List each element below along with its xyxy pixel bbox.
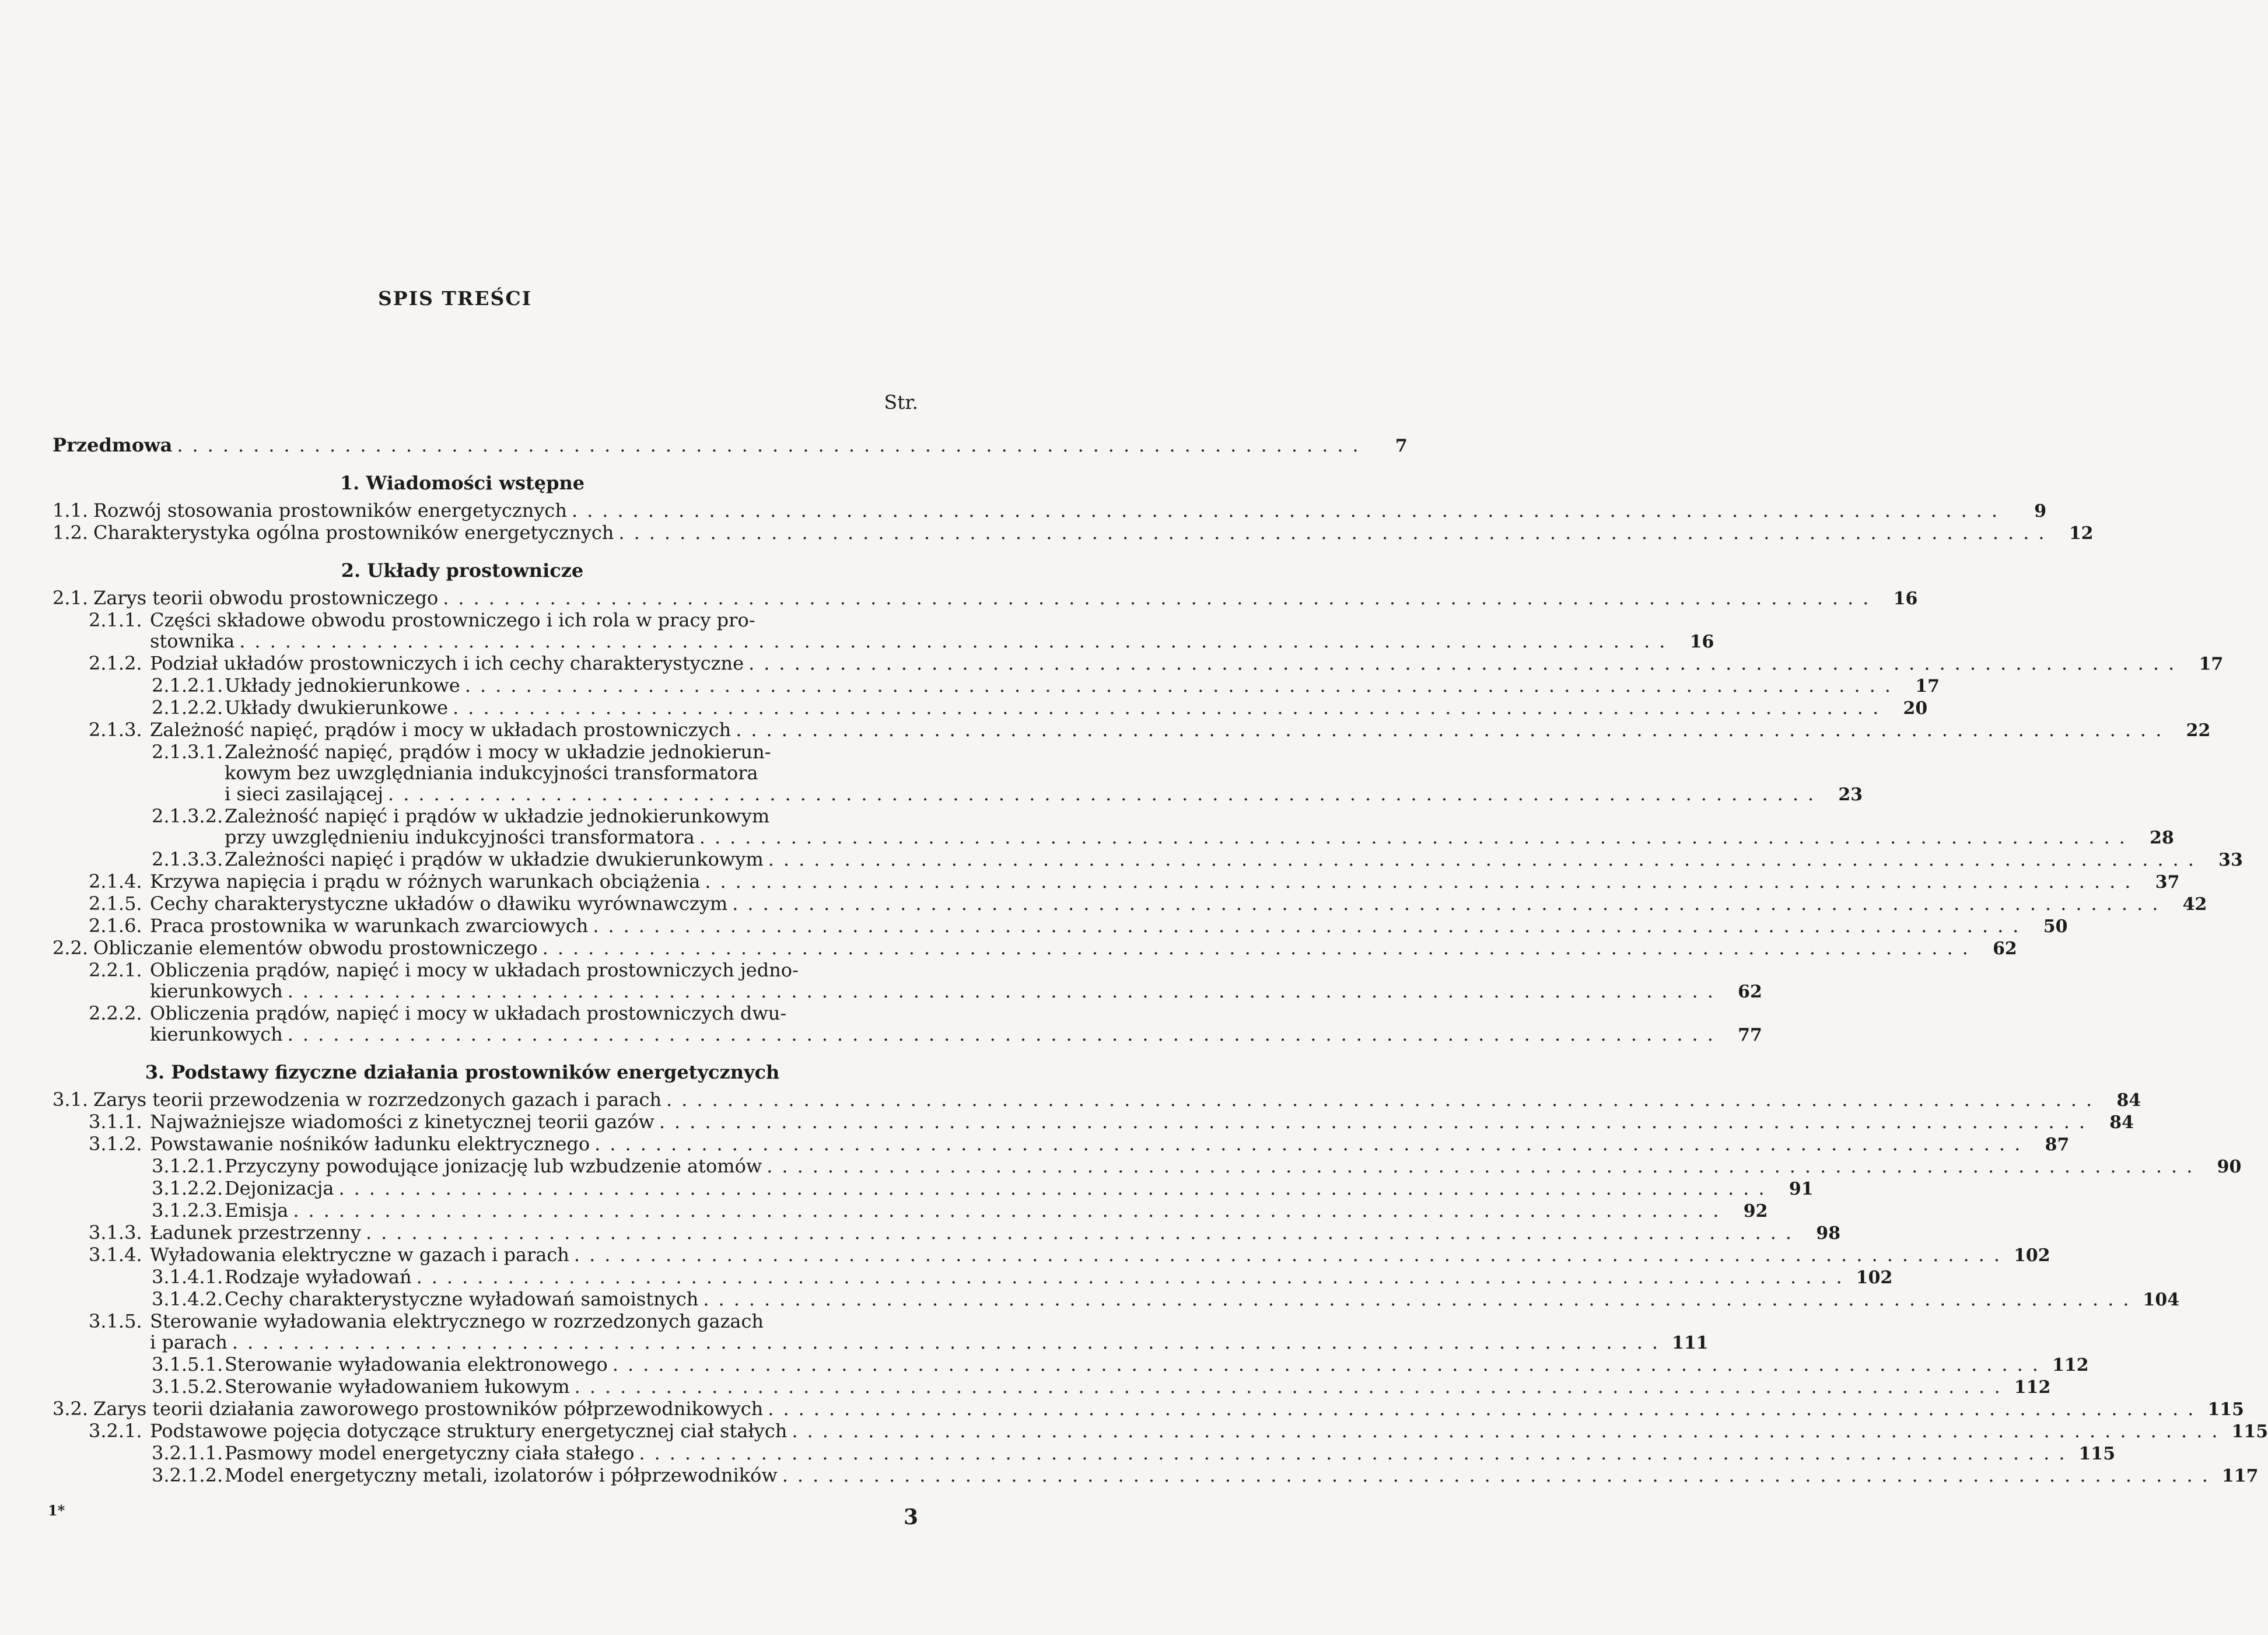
toc-entry-page: 117 [2221,1466,2259,1486]
toc-entry-number: 3.2. [52,1398,89,1420]
toc-entry-number: 2.1.3. [89,719,142,741]
toc-entry-number: 3.1.2. [89,1133,142,1155]
toc-entry-page: 42 [2182,894,2207,915]
leader-dots: .............................................................................................. [239,630,1675,652]
chapter-heading: 1. Wiadomości wstępne [340,472,585,494]
leader-dots: .............................................................................................. [338,1177,1774,1199]
leader-dots: .............................................................................................. [699,826,2134,848]
leader-dots: .............................................................................................. [416,1266,1852,1288]
toc-entry-page: 102 [2014,1245,2050,1266]
toc-entry-title-continued: przy uwzględnieniu indukcyjności transformatora [225,826,695,848]
toc-entry-number: 3.1.5.2. [152,1375,223,1398]
toc-entry-page: 28 [2150,828,2174,848]
toc-entry-number: 3.1.5.1. [152,1353,223,1375]
toc-entry-page: 22 [2186,720,2211,741]
leader-dots: .............................................................................................. [732,892,2168,915]
toc-entry-number: 1.1. [52,499,89,521]
toc-entry[interactable] [52,1199,1768,1222]
toc-entry-continuation [52,980,1762,1003]
toc-entry-title: Zarys teorii działania zaworowego prostowników półprzewodnikowych [93,1398,764,1420]
toc-entry[interactable] [52,806,919,827]
toc-entry-number: 2.1.3.2. [152,805,223,827]
leader-dots: .............................................................................................. [703,1288,2138,1310]
toc-entry-page: 91 [1788,1179,1814,1199]
toc-entry[interactable] [52,892,2207,915]
toc-entry-page: 115 [2231,1422,2268,1442]
toc-entry-page: 102 [1856,1268,1893,1288]
toc-entry-number: 3.1.2.3. [152,1199,223,1221]
leader-dots: .............................................................................................. [287,1023,1723,1045]
toc-entry-title: Podstawowe pojęcia dotyczące struktury energetycznej ciał stałych [150,1420,788,1442]
toc-entry-title: Obliczenia prądów, napięć i mocy w układach prostowniczych jedno- [150,959,799,981]
leader-dots: .............................................................................................. [293,1199,1728,1221]
toc-entry-title: Podział układów prostowniczych i ich cechy charakterystyczne [150,652,744,674]
toc-entry-number: 3.1.2.2. [152,1177,223,1199]
leader-dots: .............................................................................................. [573,1244,2010,1266]
toc-entry-number: 2.1.6. [89,915,142,937]
toc-entry-title: Rozwój stosowania prostowników energetycznych [93,499,567,521]
leader-dots: .............................................................................................. [542,937,1978,959]
leader-dots: .............................................................................................. [574,1375,2010,1398]
toc-entry-number: 2.1.3.3. [152,848,223,870]
leader-dots: .............................................................................................. [666,1088,2102,1111]
toc-entry[interactable] [52,1266,1893,1289]
table-of-contents [52,434,2268,1487]
toc-entry-title-continued: kierunkowych [150,980,283,1002]
toc-entry-title: Charakterystyka ogólna prostowników energetycznych [93,521,614,544]
toc-entry[interactable] [52,1221,1841,1244]
leader-dots: .............................................................................................. [453,696,1888,719]
leader-dots: .............................................................................................. [232,1331,1668,1353]
toc-entry-number: 2.2.1. [89,959,142,981]
toc-entry[interactable] [52,1088,2141,1111]
toc-entry-page: 9 [2034,501,2047,521]
leader-dots: .............................................................................................. [659,1111,2095,1133]
toc-entry[interactable] [52,610,919,631]
toc-entry-page: 104 [2143,1290,2180,1310]
toc-entry-page: 16 [1893,589,1918,609]
toc-entry[interactable] [52,1133,2070,1156]
toc-entry-page: 90 [2217,1157,2242,1177]
leader-dots: .............................................................................................. [618,521,2054,544]
toc-entry-title: Zarys teorii obwodu prostowniczego [93,587,439,609]
toc-entry-preface[interactable] [52,434,1408,457]
toc-entry-title: Przedmowa [52,434,173,456]
leader-dots: .............................................................................................. [388,783,1824,805]
toc-entry[interactable] [52,1244,2050,1266]
page-column-label: Str. [884,391,918,414]
leader-dots: .............................................................................................. [766,1155,2202,1177]
toc-entry[interactable] [52,587,1918,610]
toc-entry-page: 23 [1838,785,1863,805]
toc-entry-page: 50 [2043,916,2068,937]
toc-entry-title: Zależność napięć, prądów i mocy w układach prostowniczych [150,719,732,741]
toc-entry-title: Sterowanie wyładowania elektronowego [225,1353,608,1375]
toc-entry-continuation [52,783,1863,806]
toc-entry-number: 2.1.1. [89,609,142,631]
toc-entry-number: 2.2.2. [89,1002,142,1024]
toc-entry-number: 3.2.1. [89,1420,142,1442]
toc-entry-title: Krzywa napięcia i prądu w różnych warunkach obciążenia [150,870,701,892]
toc-entry-page: 77 [1738,1025,1762,1045]
toc-entry[interactable] [52,741,919,762]
toc-entry-title-continued: kierunkowych [150,1023,283,1045]
leader-dots: .............................................................................................. [736,719,2171,741]
toc-entry-title: Najważniejsze wiadomości z kinetycznej teorii gazów [150,1111,654,1133]
toc-entry-number: 2.1.4. [89,870,142,892]
toc-entry-page: 111 [1672,1333,1709,1353]
toc-entry-number: 3.1.5. [89,1310,142,1332]
toc-entry-title: Dejonizacja [225,1177,334,1199]
chapter-heading: 2. Układy prostownicze [341,559,584,582]
toc-entry-number: 2.1.5. [89,892,142,915]
toc-entry-title: Zależności napięć i prądów w układzie dwukierunkowym [225,848,764,870]
toc-entry[interactable] [52,652,2224,675]
toc-entry-title: Praca prostownika w warunkach zwarciowych [150,915,589,937]
toc-entry-title: Model energetyczny metali, izolatorów i półprzewodników [225,1464,778,1486]
toc-entry-number: 2.1.2.1. [152,674,223,696]
toc-entry-number: 3.1.1. [89,1111,142,1133]
toc-entry[interactable] [52,1288,2180,1311]
toc-entry[interactable] [52,1398,2245,1420]
toc-entry-page: 12 [2068,523,2094,544]
toc-entry-page: 20 [1903,698,1928,719]
toc-entry-title: Zależność napięć i prądów w układzie jednokierunkowym [225,805,770,827]
leader-dots: .............................................................................................. [705,870,2140,892]
toc-entry-number: 2.2. [52,937,89,959]
toc-entry[interactable] [52,1111,2134,1133]
leader-dots: .............................................................................................. [464,674,1900,696]
toc-entry-continuation [52,1023,1762,1046]
toc-entry-page: 98 [1816,1223,1841,1244]
toc-entry[interactable] [52,1003,919,1024]
toc-entry-title: Przyczyny powodujące jonizację lub wzbudzenie atomów [225,1155,762,1177]
chapter-heading: 3. Podstawy fizyczne działania prostowników energetycznych [145,1061,780,1083]
toc-entry[interactable] [52,848,2243,871]
toc-entry[interactable] [52,1353,2089,1376]
toc-entry-page: 84 [2116,1090,2141,1111]
toc-entry-page: 17 [1915,676,1940,696]
leader-dots: .............................................................................................. [443,587,1878,609]
toc-entry-title: Układy jednokierunkowe [225,674,460,696]
leader-dots: .............................................................................................. [748,652,2184,674]
toc-entry-page: 87 [2045,1135,2070,1155]
toc-entry-page: 16 [1689,632,1714,652]
toc-entry[interactable] [52,674,1940,697]
toc-entry-title: Sterowanie wyładowaniem łukowym [225,1375,570,1398]
toc-entry-number: 3.1.3. [89,1221,142,1244]
toc-entry-continuation [52,762,919,783]
toc-entry-page: 84 [2109,1112,2134,1133]
toc-entry-title: Części składowe obwodu prostowniczego i ich rola w pracy pro- [150,609,755,631]
toc-entry-number: 3.1.2.1. [152,1155,223,1177]
toc-entry-number: 2.1.3.1. [152,741,223,763]
toc-entry[interactable] [52,915,2068,937]
toc-entry-page: 62 [1993,939,2017,959]
toc-entry[interactable] [52,1155,2242,1178]
toc-entry-page: 115 [2207,1399,2245,1420]
toc-entry-number: 2.1.2. [89,652,142,674]
toc-entry[interactable] [52,870,2180,893]
toc-entry[interactable] [52,1311,919,1332]
toc-entry-page: 33 [2218,850,2243,870]
toc-entry-number: 3.2.1.1. [152,1442,223,1464]
toc-entry-page: 92 [1743,1201,1768,1221]
toc-entry-page: 7 [1395,436,1408,456]
toc-entry[interactable] [52,1420,2268,1443]
leader-dots: .............................................................................................. [571,499,2007,521]
toc-entry-number: 3.1.4. [89,1244,142,1266]
toc-entry-page: 62 [1738,982,1762,1002]
leader-dots: .............................................................................................. [768,1398,2203,1420]
toc-entry-title: Obliczanie elementów obwodu prostowniczego [93,937,538,959]
toc-entry-number: 3.2.1.2. [152,1464,223,1486]
toc-entry-page: 112 [2052,1355,2089,1375]
leader-dots: .............................................................................................. [612,1353,2048,1375]
leader-dots: .............................................................................................. [593,915,2028,937]
toc-entry-title: Obliczenia prądów, napięć i mocy w układach prostowniczych dwu- [150,1002,787,1024]
toc-entry-number: 3.1. [52,1088,89,1111]
leader-dots: .............................................................................................. [594,1133,2030,1155]
toc-entry[interactable] [52,719,2211,741]
toc-entry-continuation [52,1331,1709,1354]
toc-entry[interactable] [52,521,2094,544]
toc-entry-title: Powstawanie nośników ładunku elektrycznego [150,1133,590,1155]
toc-entry-title-continued: kowym bez uwzględniania indukcyjności transformatora [225,762,758,784]
toc-entry-title: Ładunek przestrzenny [150,1221,361,1244]
page-title: SPIS TREŚCI [377,287,533,310]
leader-dots: .............................................................................................. [287,980,1723,1002]
toc-entry-title-continued: i sieci zasilającej [225,783,384,805]
toc-entry-number: 1.2. [52,521,89,544]
leader-dots: .............................................................................................. [782,1464,2217,1486]
toc-entry-title: Układy dwukierunkowe [225,696,449,719]
toc-entry-continuation [52,826,2174,849]
toc-entry[interactable] [52,1464,2259,1487]
leader-dots: .............................................................................................. [792,1420,2227,1442]
leader-dots: .............................................................................................. [639,1442,2074,1464]
toc-entry-title-continued: stownika [150,630,235,652]
toc-entry-title: Emisja [225,1199,289,1221]
toc-entry[interactable] [52,1375,2051,1398]
toc-entry-title: Cechy charakterystyczne wyładowań samoistnych [225,1288,699,1310]
toc-entry-title: Zależność napięć, prądów i mocy w układzie jednokierun- [225,741,771,763]
toc-entry-title: Rodzaje wyładowań [225,1266,412,1288]
toc-entry-number: 3.1.4.1. [152,1266,223,1288]
toc-entry-number: 2.1. [52,587,89,609]
toc-entry-number: 3.1.4.2. [152,1288,223,1310]
toc-entry-page: 115 [2078,1444,2116,1464]
toc-entry-title: Wyładowania elektryczne w gazach i parach [150,1244,569,1266]
toc-entry-title: Zarys teorii przewodzenia w rozrzedzonych gazach i parach [93,1088,662,1111]
toc-entry[interactable] [52,1177,1814,1200]
signature-mark: 1* [48,1502,65,1519]
toc-entry-title: Sterowanie wyładowania elektrycznego w rozrzedzonych gazach [150,1310,764,1332]
page-number: 3 [903,1505,918,1529]
toc-entry-title-continued: i parach [150,1331,228,1353]
toc-entry[interactable] [52,1442,2116,1465]
leader-dots: .............................................................................. [177,434,1368,456]
toc-entry-page: 37 [2155,872,2180,892]
toc-entry-continuation [52,630,1714,653]
toc-entry[interactable] [52,696,1928,719]
leader-dots: .............................................................................................. [365,1221,1801,1244]
toc-entry-title: Pasmowy model energetyczny ciała stałego [225,1442,635,1464]
toc-entry[interactable] [52,960,919,981]
toc-entry-page: 17 [2199,654,2224,674]
leader-dots: .............................................................................................. [768,848,2203,870]
toc-entry-page: 112 [2014,1377,2051,1398]
toc-entry[interactable] [52,499,2047,522]
toc-entry-title: Cechy charakterystyczne układów o dławiku wyrównawczym [150,892,728,915]
toc-entry-number: 2.1.2.2. [152,696,223,719]
toc-entry[interactable] [52,937,2017,960]
